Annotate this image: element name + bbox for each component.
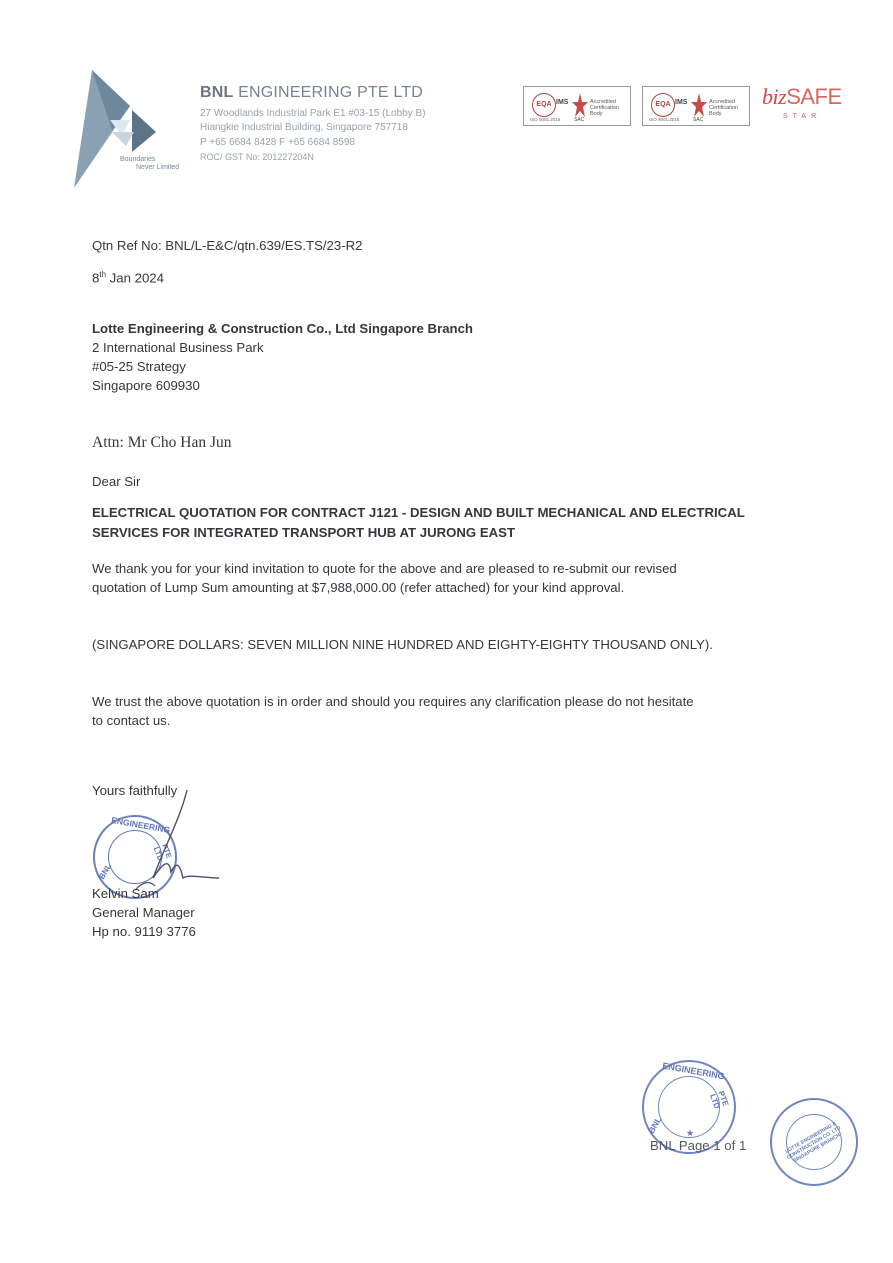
company-phone-fax: P +65 6684 8428 F +65 6684 8598 xyxy=(200,137,355,148)
signer-name: Kelvin Sam xyxy=(92,886,159,901)
cert-sac: SAC xyxy=(574,117,585,123)
date-rest: Jan 2024 xyxy=(106,270,164,286)
cert-text: Accredited Certification Body xyxy=(590,99,620,117)
letter-date xyxy=(92,270,164,285)
bizsafe-logo xyxy=(762,84,842,110)
cert-text: Accredited Certification Body xyxy=(709,99,739,117)
stamp-text-right: PTE LTD xyxy=(151,842,174,862)
company-roc-gst: ROC/ GST No: 201227204N xyxy=(200,152,314,162)
stamp-text-right: PTE LTD xyxy=(708,1089,731,1110)
lotte-stamp-text: LOTTE ENGINEERING & CONSTRUCTION CO. LTD SINGAPORE BRANCH xyxy=(784,1120,843,1165)
closing: Yours faithfully xyxy=(92,783,178,798)
cert-ims: IMS xyxy=(556,99,569,106)
signer-phone: Hp no. 9119 3776 xyxy=(92,924,196,939)
paragraph-2-line-2: to contact us. xyxy=(92,713,171,728)
company-short-name: BNL xyxy=(200,84,234,101)
date-suffix: th xyxy=(99,270,107,279)
attention-line: Attn: Mr Cho Han Jun xyxy=(92,434,232,451)
company-address-1: 27 Woodlands Industrial Park E1 #03-15 (Lobby B) xyxy=(200,108,426,119)
page-number: BNL Page 1 of 1 xyxy=(650,1138,747,1153)
lotte-stamp xyxy=(770,1098,858,1186)
cert-iso: ISO 9001:2015 xyxy=(530,117,561,122)
stamp-star-icon: ★ xyxy=(686,1128,695,1138)
cert-iso: ISO 9001:2015 xyxy=(649,117,680,122)
cert-ims: IMS xyxy=(675,99,688,106)
bizsafe-safe: SAFE xyxy=(786,84,842,109)
quotation-ref: Qtn Ref No: BNL/L-E&C/qtn.639/ES.TS/23-R2 xyxy=(92,238,363,253)
paragraph-1-line-2: quotation of Lump Sum amounting at $7,988,000.00 (refer attached) for your kind approval. xyxy=(92,580,625,595)
stamp-text-top: ENGINEERING xyxy=(110,814,171,836)
eqa-icon: EQA xyxy=(532,93,556,117)
subject-line-2: SERVICES FOR INTEGRATED TRANSPORT HUB AT JURONG EAST xyxy=(92,525,516,540)
paragraph-1-line-1: We thank you for your kind invitation to quote for the above and are pleased to re-submit our revised xyxy=(92,561,677,576)
bizsafe-biz: biz xyxy=(762,84,787,109)
recipient-company: Lotte Engineering & Construction Co., Ltd Singapore Branch xyxy=(92,321,473,336)
date-day: 8 xyxy=(92,270,100,286)
recipient-address-2: #05-25 Strategy xyxy=(92,359,186,374)
certification-badge-2 xyxy=(642,86,750,126)
amount-in-words: (SINGAPORE DOLLARS: SEVEN MILLION NINE HUNDRED AND EIGHTY-EIGHTY THOUSAND ONLY). xyxy=(92,637,713,652)
bizsafe-star: STAR xyxy=(783,113,822,120)
recipient-address-1: 2 International Business Park xyxy=(92,340,264,355)
recipient-address-3: Singapore 609930 xyxy=(92,378,200,393)
company-name xyxy=(200,84,423,102)
signer-title: General Manager xyxy=(92,905,195,920)
stamp-text-left: BNL xyxy=(97,862,114,881)
salutation: Dear Sir xyxy=(92,474,141,489)
cert-sac: SAC xyxy=(693,117,704,123)
company-name-rest: ENGINEERING PTE LTD xyxy=(238,84,424,101)
certification-badge-1 xyxy=(523,86,631,126)
eqa-icon: EQA xyxy=(651,93,675,117)
subject-line-1: ELECTRICAL QUOTATION FOR CONTRACT J121 - DESIGN AND BUILT MECHANICAL AND ELECTRICAL xyxy=(92,505,745,520)
logo-tagline-1: Boundaries xyxy=(120,156,156,163)
signature xyxy=(95,786,225,901)
company-logo xyxy=(72,70,187,190)
stamp-text-left: BNL xyxy=(646,1114,664,1136)
logo-tagline-2: Never Limited xyxy=(136,164,180,171)
company-address-2: Hiangkie Industrial Building, Singapore 757718 xyxy=(200,122,408,133)
paragraph-2-line-1: We trust the above quotation is in order and should you requires any clarification please do not hesitate xyxy=(92,694,694,709)
stamp-text-top: ENGINEERING xyxy=(661,1060,726,1082)
